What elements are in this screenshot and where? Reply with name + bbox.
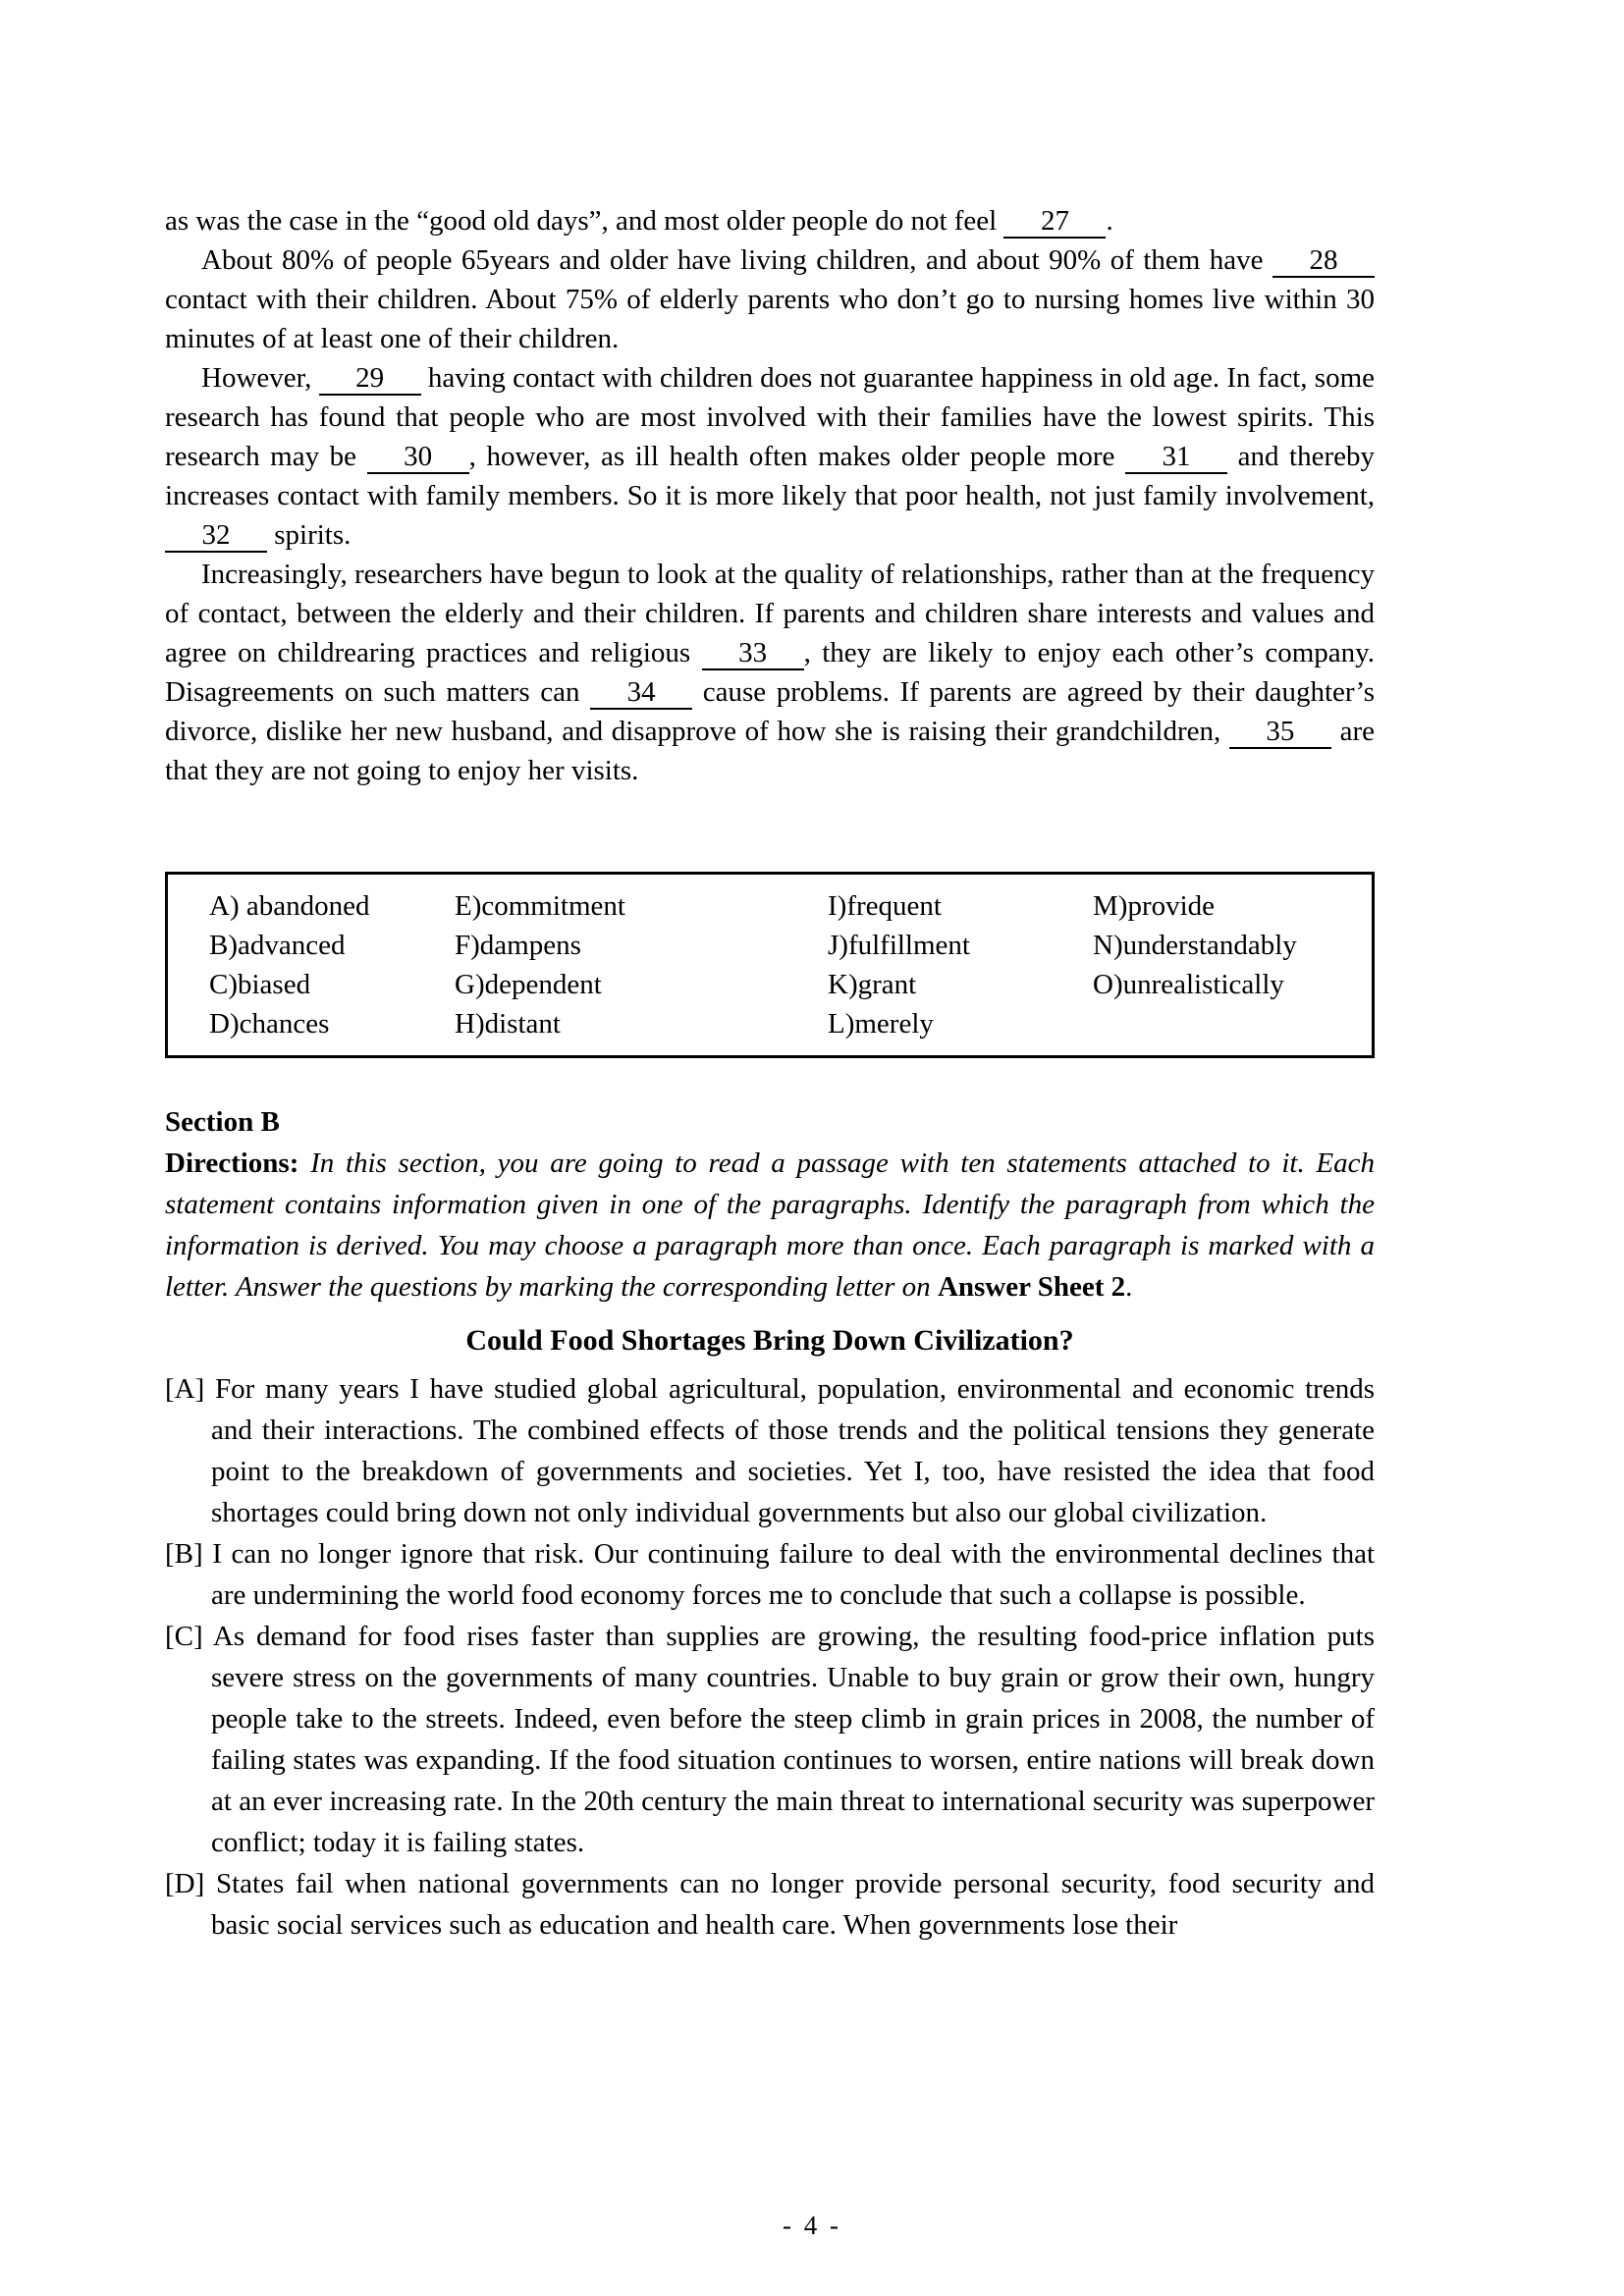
- section-b-heading: Section B: [165, 1106, 280, 1138]
- paragraph-label: [B]: [165, 1538, 203, 1570]
- text-run: About 80% of people 65years and older have living children, and about 90% of them have: [201, 244, 1272, 276]
- cloze-paragraph: [165, 201, 1375, 240]
- text-run: having contact with children does not guarantee happiness in old age. In fact, some research has found that people who are most involved with their families have the lowest spirits. This research may be: [165, 362, 1376, 472]
- section-b-directions: [165, 1143, 1375, 1308]
- cloze-blank-34: 34: [590, 676, 692, 710]
- word-bank-row: [168, 1004, 1372, 1043]
- cloze-blank-31: 31: [1125, 441, 1227, 474]
- page-number: - 4 -: [783, 2211, 841, 2240]
- word-bank-row: [168, 965, 1372, 1004]
- paragraph-label: [A]: [165, 1373, 205, 1405]
- text-run: and thereby increases contact with family members. So it is more likely that poor health, not just family involvement,: [165, 441, 1375, 511]
- word-option: K)grant: [828, 969, 917, 1000]
- text-run: Answer Sheet 2: [937, 1271, 1126, 1303]
- text-run: Directions:: [165, 1148, 299, 1179]
- text-run: .: [1106, 205, 1113, 237]
- text-run: contact with their children. About 75% of elderly parents who don’t go to nursing homes live within 30 minutes of at least one of their children.: [165, 284, 1375, 354]
- text-run: .: [1125, 1271, 1133, 1303]
- cloze-paragraph: [165, 358, 1375, 555]
- word-bank-box: [165, 872, 1375, 1058]
- word-option: B)advanced: [209, 930, 346, 961]
- text-run: spirits.: [267, 519, 352, 551]
- paragraph-label: [D]: [165, 1868, 205, 1899]
- cloze-blank-27: 27: [1003, 205, 1106, 239]
- passage-paragraph: [A] For many years I have studied global agricultural, population, environmental and economic trends and their interactions. The combined effects of those trends and the political tensions they generate point to the breakdown of governments and societies. Yet I, too, have resisted the idea that food shortages could bring down not only individual governments but also our global civilization.: [165, 1373, 1375, 1528]
- cloze-blank-32: 32: [165, 519, 267, 553]
- passage-paragraph: [B] I can no longer ignore that risk. Our continuing failure to deal with the environmental declines that are undermining the world food economy forces me to conclude that such a collapse is possible.: [165, 1538, 1375, 1611]
- word-option: C)biased: [209, 969, 311, 1000]
- cloze-passage: [165, 201, 1375, 790]
- passage-title: Could Food Shortages Bring Down Civilization?: [465, 1324, 1074, 1357]
- word-option: A) abandoned: [209, 890, 370, 922]
- cloze-blank-35: 35: [1229, 716, 1331, 749]
- word-bank-row: [168, 926, 1372, 965]
- text-run: , however, as ill health often makes older people more: [468, 441, 1125, 472]
- word-option: [1093, 1004, 1372, 1043]
- text-run: are that they are not going to enjoy her visits.: [165, 716, 1375, 786]
- word-option: G)dependent: [455, 969, 602, 1000]
- cloze-blank-33: 33: [702, 637, 804, 670]
- text-run: Increasingly, researchers have begun to look at the quality of relationships, rather than at the frequency of contact, between the elderly and their children. If parents and children share interests and values and agree on childrearing practices and religious: [165, 559, 1375, 668]
- passage-paragraphs: [165, 1368, 1375, 1946]
- word-option: L)merely: [828, 1008, 934, 1040]
- word-option: J)fulfillment: [828, 930, 970, 961]
- page-content: [165, 201, 1375, 1946]
- text-run: , they are likely to enjoy each other’s company. Disagreements on such matters can: [165, 637, 1375, 708]
- word-option: O)unrealistically: [1093, 969, 1284, 1000]
- word-option: M)provide: [1093, 890, 1216, 922]
- cloze-blank-30: 30: [367, 441, 469, 474]
- word-option: N)understandably: [1093, 930, 1297, 961]
- passage-paragraph: [D] States fail when national governments can no longer provide personal security, food security and basic social services such as education and health care. When governments lose their: [165, 1868, 1375, 1941]
- word-bank-row: [168, 886, 1372, 926]
- word-option: I)frequent: [828, 890, 942, 922]
- text-run: cause problems. If parents are agreed by their daughter’s divorce, dislike her new husband, and disapprove of how she is raising their grandchildren,: [165, 676, 1375, 747]
- paragraph-label: [C]: [165, 1621, 203, 1652]
- cloze-blank-29: 29: [319, 362, 421, 396]
- cloze-paragraph: [165, 240, 1375, 358]
- text-run: In this section, you are going to read a passage with ten statements attached to it. Each statement contains information given in one of the paragraphs. Identify the paragraph from which the information is derived. You may choose a paragraph more than once. Each paragraph is marked with a letter. Answer the questions by marking the corresponding letter on: [165, 1148, 1375, 1303]
- passage-paragraph: [C] As demand for food rises faster than supplies are growing, the resulting food-price inflation puts severe stress on the governments of many countries. Unable to buy grain or grow their own, hungry people take to the streets. Indeed, even before the steep climb in grain prices in 2008, the number of failing states was expanding. If the food situation continues to worsen, entire nations will break down at an ever increasing rate. In the 20th century the main threat to international security was superpower conflict; today it is failing states.: [165, 1621, 1375, 1858]
- text-run: However,: [201, 362, 319, 394]
- word-option: H)distant: [455, 1008, 561, 1040]
- cloze-paragraph: [165, 555, 1375, 790]
- cloze-blank-28: 28: [1272, 244, 1375, 278]
- word-option: E)commitment: [455, 890, 625, 922]
- word-option: F)dampens: [455, 930, 581, 961]
- word-option: D)chances: [209, 1008, 330, 1040]
- text-run: as was the case in the “good old days”, and most older people do not feel: [165, 205, 1004, 237]
